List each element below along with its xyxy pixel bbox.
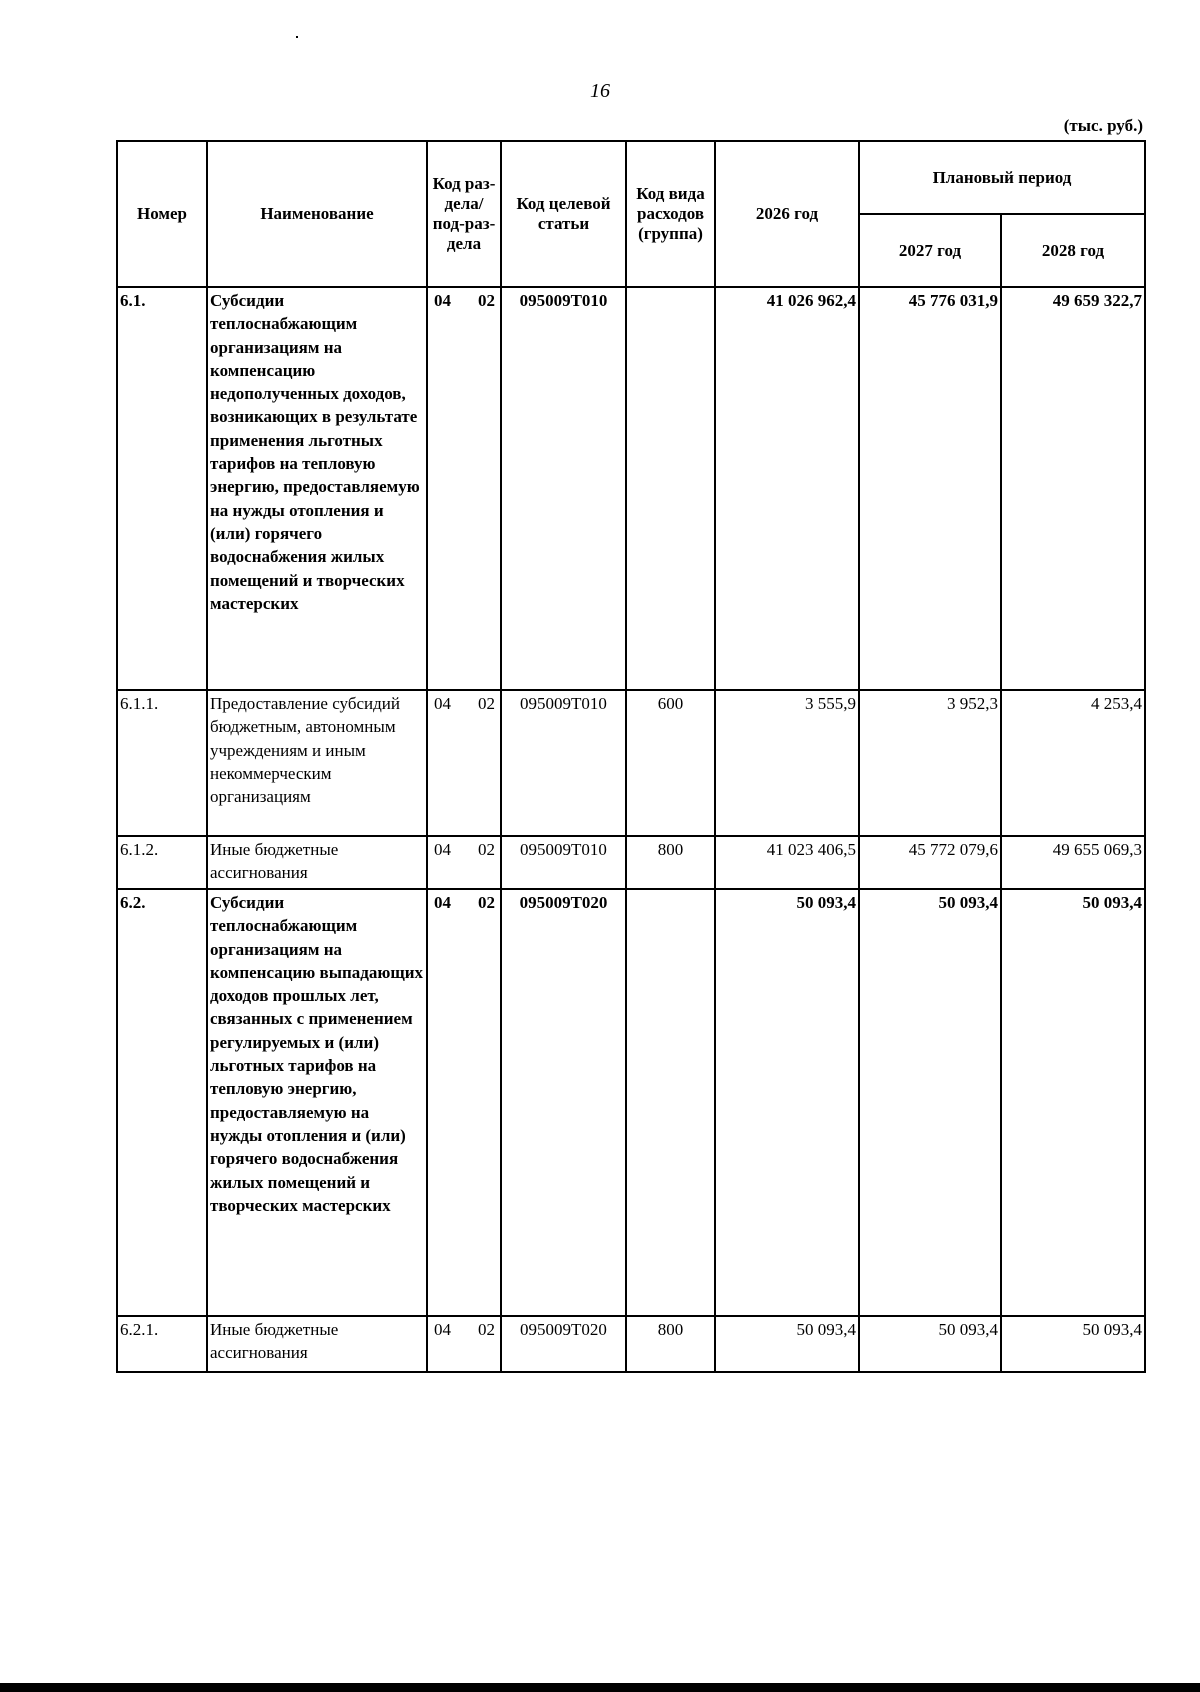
table-row xyxy=(117,287,1145,690)
row-number: 6.2.1. xyxy=(117,1316,207,1372)
row-year-2028: 50 093,4 xyxy=(1001,889,1145,1316)
row-year-2027: 45 776 031,9 xyxy=(859,287,1001,690)
subsection-code: 02 xyxy=(478,1320,495,1339)
table-row xyxy=(117,889,1145,1316)
header-target-code: Код целевой статьи xyxy=(501,141,626,287)
row-year-2026: 50 093,4 xyxy=(715,1316,859,1372)
row-name: Иные бюджетные ассигнования xyxy=(207,836,427,889)
header-year-2026: 2026 год xyxy=(715,141,859,287)
row-section-code xyxy=(427,287,501,690)
header-year-2027: 2027 год xyxy=(859,214,1001,287)
header-number: Номер xyxy=(117,141,207,287)
row-section-code xyxy=(427,836,501,889)
row-target-code: 095009Т020 xyxy=(501,1316,626,1372)
row-year-2026: 3 555,9 xyxy=(715,690,859,836)
row-number: 6.1. xyxy=(117,287,207,690)
row-expense-type: 600 xyxy=(626,690,715,836)
row-section-code xyxy=(427,1316,501,1372)
row-year-2026: 41 026 962,4 xyxy=(715,287,859,690)
row-expense-type: 800 xyxy=(626,836,715,889)
table-header xyxy=(117,141,1145,287)
row-target-code: 095009Т020 xyxy=(501,889,626,1316)
row-target-code: 095009Т010 xyxy=(501,836,626,889)
row-expense-type xyxy=(626,889,715,1316)
table-row xyxy=(117,836,1145,889)
section-code: 04 xyxy=(434,291,451,310)
row-target-code: 095009Т010 xyxy=(501,287,626,690)
row-name: Предоставление субсидий бюджетным, автономным учреждениям и иным некоммерческим организациям xyxy=(207,690,427,836)
subsection-code: 02 xyxy=(478,291,495,310)
table-body xyxy=(117,287,1145,1372)
row-name: Субсидии теплоснабжающим организациям на компенсацию недополученных доходов, возникающих в результате применения льготных тарифов на тепловую энергию, предоставляемую на нужды отопления и (или) горячего водоснабжения жилых помещений и творческих мастерских xyxy=(207,287,427,690)
row-year-2027: 3 952,3 xyxy=(859,690,1001,836)
row-name: Субсидии теплоснабжающим организациям на компенсацию выпадающих доходов прошлых лет, связанных с применением регулируемых и (или) льготных тарифов на тепловую энергию, предоставляемую на нужды отопления и (или) горячего водоснабжения жилых помещений и творческих мастерских xyxy=(207,889,427,1316)
row-expense-type xyxy=(626,287,715,690)
row-number: 6.1.2. xyxy=(117,836,207,889)
subsection-code: 02 xyxy=(478,840,495,859)
row-section-code xyxy=(427,889,501,1316)
row-year-2026: 41 023 406,5 xyxy=(715,836,859,889)
section-code: 04 xyxy=(434,893,451,912)
row-year-2026: 50 093,4 xyxy=(715,889,859,1316)
header-planned-period: Плановый период xyxy=(859,141,1145,214)
row-year-2027: 50 093,4 xyxy=(859,1316,1001,1372)
table-row xyxy=(117,1316,1145,1372)
budget-table xyxy=(116,140,1146,1373)
header-name: Наименование xyxy=(207,141,427,287)
row-number: 6.2. xyxy=(117,889,207,1316)
units-label: (тыс. руб.) xyxy=(1063,116,1143,135)
row-section-code xyxy=(427,690,501,836)
row-name: Иные бюджетные ассигнования xyxy=(207,1316,427,1372)
page-number: 16 xyxy=(590,80,610,102)
row-expense-type: 800 xyxy=(626,1316,715,1372)
row-target-code: 095009Т010 xyxy=(501,690,626,836)
row-year-2028: 49 655 069,3 xyxy=(1001,836,1145,889)
scan-speck xyxy=(296,36,298,38)
scan-bottom-edge xyxy=(0,1683,1200,1692)
row-year-2028: 49 659 322,7 xyxy=(1001,287,1145,690)
section-code: 04 xyxy=(434,1320,451,1339)
header-expense-type: Код вида расходов (группа) xyxy=(626,141,715,287)
table-row xyxy=(117,690,1145,836)
subsection-code: 02 xyxy=(478,893,495,912)
row-year-2028: 4 253,4 xyxy=(1001,690,1145,836)
subsection-code: 02 xyxy=(478,694,495,713)
row-year-2028: 50 093,4 xyxy=(1001,1316,1145,1372)
row-year-2027: 45 772 079,6 xyxy=(859,836,1001,889)
row-year-2027: 50 093,4 xyxy=(859,889,1001,1316)
section-code: 04 xyxy=(434,694,451,713)
row-number: 6.1.1. xyxy=(117,690,207,836)
header-year-2028: 2028 год xyxy=(1001,214,1145,287)
section-code: 04 xyxy=(434,840,451,859)
header-section-code: Код раз-дела/ под-раз-дела xyxy=(427,141,501,287)
